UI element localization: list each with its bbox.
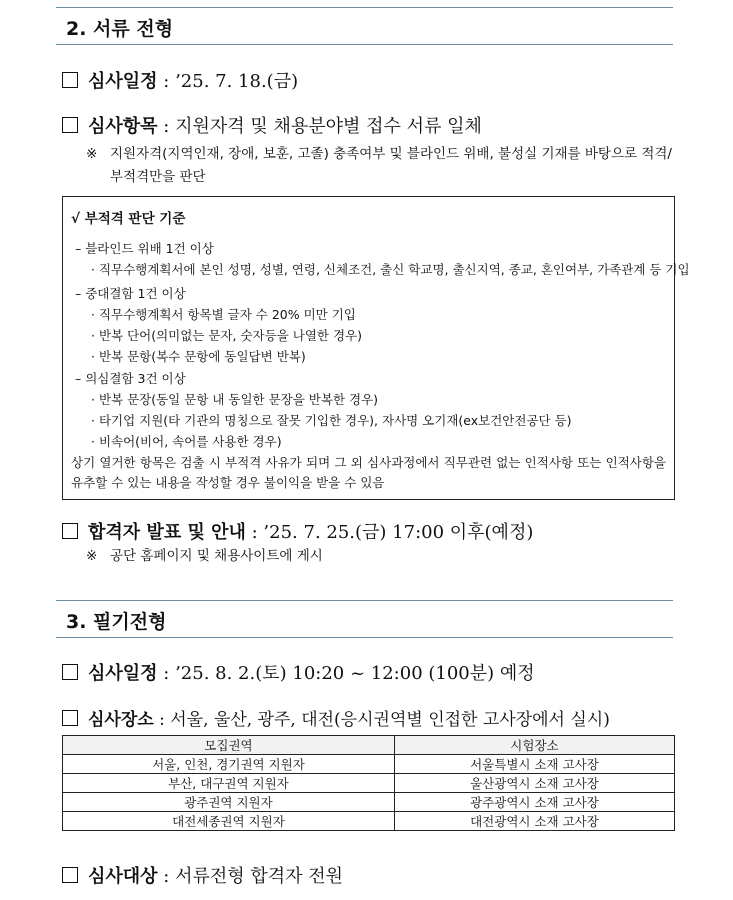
item-value: 지원자격 및 채용분야별 접수 서류 일체	[175, 116, 482, 137]
table-cell: 광주광역시 소재 고사장	[394, 793, 674, 812]
checkbox-icon	[62, 710, 78, 726]
table-row	[63, 755, 675, 774]
criteria-group-head: – 블라인드 위배 1건 이상	[75, 241, 214, 256]
item-value: ’25. 7. 25.(금) 17:00 이후(예정)	[263, 522, 534, 543]
table-row	[63, 812, 675, 831]
criteria-sub-item: · 타기업 지원(타 기관의 명칭으로 잘못 기입한 경우), 자사명 오기재(ex보건안전공단 등)	[91, 413, 572, 428]
criteria-group	[75, 284, 362, 367]
table-cell: 광주권역 지원자	[63, 793, 395, 812]
document-items-item: 심사항목 : 지원자격 및 채용분야별 접수 서류 일체	[62, 112, 482, 138]
criteria-group	[75, 369, 572, 452]
written-target-item: 심사대상 : 서류전형 합격자 전원	[62, 862, 343, 888]
table-header: 모집권역	[63, 736, 395, 755]
criteria-footer: 상기 열거한 항목은 검출 시 부적격 사유가 되며 그 외 심사과정에서 직무관련 없는 인적사항 또는 인적사항을 유추할 수 있는 내용을 작성할 경우 불이익을 받을 수 있음	[71, 455, 666, 490]
table-cell: 부산, 대구권역 지원자	[63, 774, 395, 793]
criteria-sub-item: · 직무수행계획서에 본인 성명, 성별, 연령, 신체조건, 출신 학교명, 출신지역, 종교, 혼인여부, 가족관계 등 기입	[91, 262, 690, 277]
criteria-group-head: – 의심결함 3건 이상	[75, 371, 186, 386]
criteria-group	[75, 239, 690, 280]
table-row	[63, 793, 675, 812]
criteria-sub-item: · 반복 문장(동일 문항 내 동일한 문장을 반복한 경우)	[91, 392, 379, 407]
document-note	[86, 143, 676, 189]
note-text: 지원자격(지역인재, 장애, 보훈, 고졸) 충족여부 및 블라인드 위배, 불성실 기재를 바탕으로 적격/부적격만을 판단	[110, 146, 672, 185]
disqualification-criteria-box	[62, 196, 690, 500]
written-schedule-item: 심사일정 : ’25. 8. 2.(토) 10:20 ~ 12:00 (100분) 예정	[62, 659, 535, 685]
table-header-row	[63, 736, 675, 755]
item-label: 심사항목	[88, 116, 158, 137]
table-row	[63, 774, 675, 793]
item-label: 합격자 발표 및 안내	[88, 522, 246, 543]
criteria-sub-item: · 직무수행계획서 항목별 글자 수 20% 미만 기입	[91, 307, 356, 322]
checkbox-icon	[62, 664, 78, 680]
section-2-title: 2. 서류 전형	[66, 18, 174, 40]
criteria-sub-item: · 반복 단어(의미없는 문자, 숫자등을 나열한 경우)	[91, 328, 362, 343]
note-mark: ※	[86, 146, 98, 162]
checkbox-icon	[62, 72, 78, 88]
table-cell: 서울특별시 소재 고사장	[394, 755, 674, 774]
note-mark: ※	[86, 548, 98, 564]
checkbox-icon	[62, 867, 78, 883]
table-header: 시험장소	[394, 736, 674, 755]
item-label: 심사장소	[88, 710, 154, 730]
table-cell: 서울, 인천, 경기권역 지원자	[63, 755, 395, 774]
item-value: ’25. 8. 2.(토) 10:20 ~ 12:00 (100분) 예정	[175, 663, 535, 684]
criteria-sub-item: · 반복 문항(복수 문항에 동일답변 반복)	[91, 349, 306, 364]
item-value: ’25. 7. 18.(금)	[175, 71, 299, 92]
section-2-header	[56, 7, 673, 45]
table-cell: 울산광역시 소재 고사장	[394, 774, 674, 793]
table-cell: 대전세종권역 지원자	[63, 812, 395, 831]
checkbox-icon	[62, 117, 78, 133]
table-cell: 대전광역시 소재 고사장	[394, 812, 674, 831]
document-schedule-item: 심사일정 : ’25. 7. 18.(금)	[62, 67, 298, 93]
item-label: 심사일정	[88, 71, 158, 92]
criteria-title: √ 부적격 판단 기준	[71, 211, 186, 227]
criteria-sub-item: · 비속어(비어, 속어를 사용한 경우)	[91, 434, 282, 449]
criteria-group-head: – 중대결함 1건 이상	[75, 286, 186, 301]
item-value: 서류전형 합격자 전원	[175, 866, 344, 887]
section-3-header	[56, 600, 673, 638]
item-label: 심사일정	[88, 663, 158, 684]
item-label: 심사대상	[88, 866, 158, 887]
announcement-note	[86, 545, 323, 568]
item-value: 서울, 울산, 광주, 대전(응시권역별 인접한 고사장에서 실시)	[170, 710, 610, 730]
written-venue-item: 심사장소 : 서울, 울산, 광주, 대전(응시권역별 인접한 고사장에서 실시)	[62, 705, 610, 730]
checkbox-icon	[62, 523, 78, 539]
section-3-title: 3. 필기전형	[66, 611, 167, 633]
announcement-item: 합격자 발표 및 안내 : ’25. 7. 25.(금) 17:00 이후(예정)	[62, 518, 533, 544]
venue-table	[62, 735, 675, 831]
note-text: 공단 홈페이지 및 채용사이트에 게시	[110, 548, 323, 564]
